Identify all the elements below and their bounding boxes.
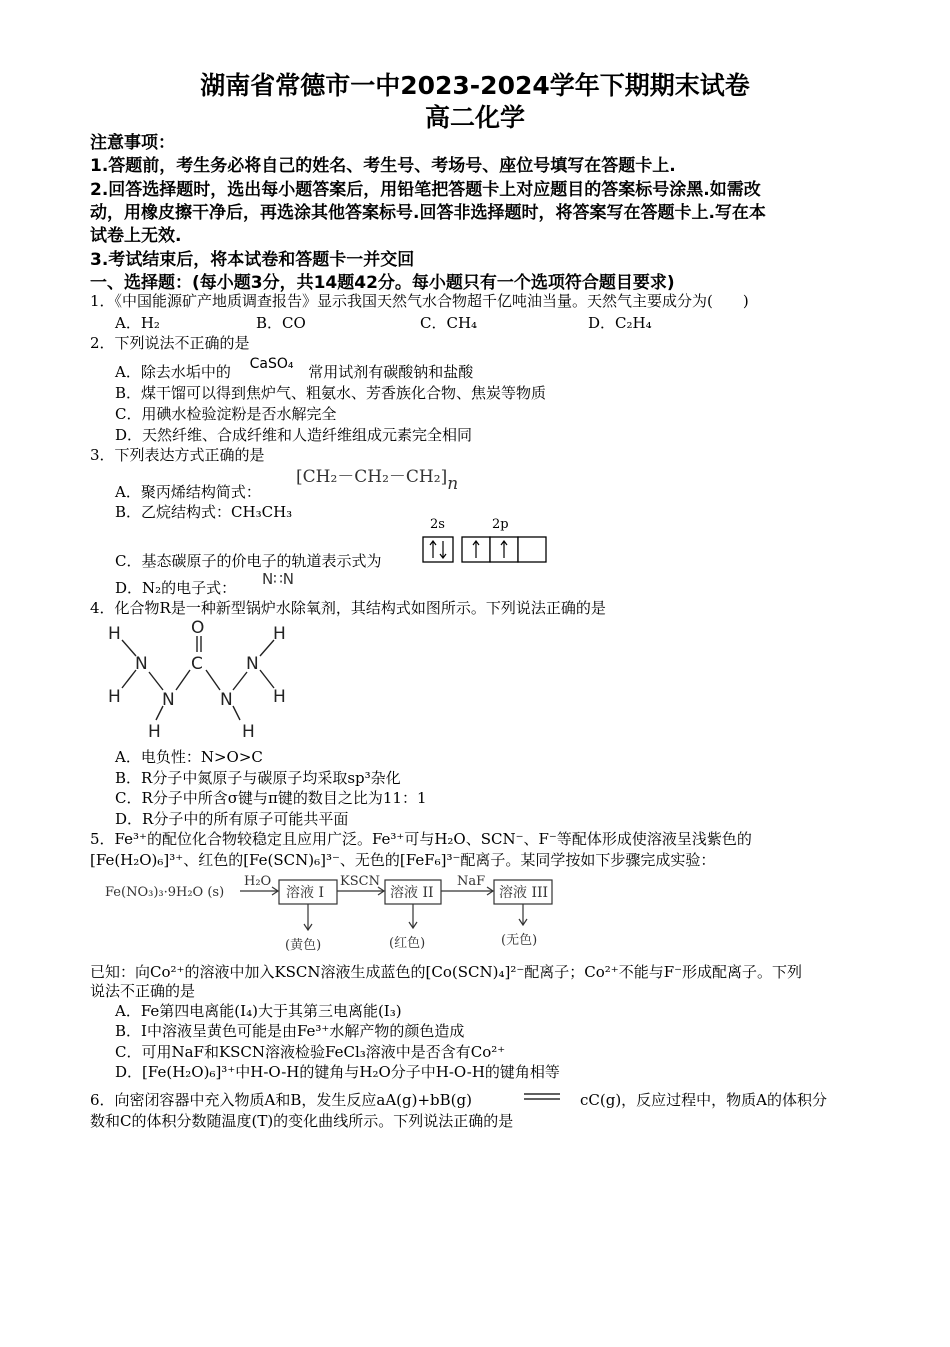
- q1-option-b: B．CO: [256, 314, 306, 332]
- flow-box-1-label: 溶液 I: [286, 885, 324, 901]
- q1-option-c: C．CH₄: [420, 314, 478, 332]
- q1-option-d: D．C₂H₄: [588, 314, 652, 332]
- flow-color-yellow: (黄色): [285, 938, 322, 953]
- flow-color-red: (红色): [389, 936, 426, 951]
- q4-option-b: B．R分子中氮原子与碳原子均采取sp³杂化: [115, 769, 401, 787]
- notice-item-2-line-1: 2.回答选择题时，选出每小题答案后，用铅笔把答题卡上对应题目的答案标号涂黑.如需改: [90, 180, 761, 200]
- q5-option-d: D．[Fe(H₂O)₆]³⁺中H-O-H的键角与H₂O分子中H-O-H的键角相等: [115, 1063, 560, 1081]
- atom-o: O: [191, 618, 205, 638]
- flow-reagent-h2o: H₂O: [244, 874, 272, 889]
- flow-reagent-naf: NaF: [457, 874, 486, 889]
- q6-line-1-suffix: cC(g)，反应过程中，物质A的体积分: [580, 1091, 828, 1109]
- atom-h-4: H: [273, 687, 286, 707]
- atom-n-right-top: N: [246, 654, 259, 674]
- notice-item-2-line-3: 试卷上无效.: [90, 226, 182, 246]
- q5-option-b: B．Ⅰ中溶液呈黄色可能是由Fe³⁺水解产物的颜色造成: [115, 1022, 465, 1040]
- q2-option-a: [115, 356, 474, 382]
- flow-box-3-label: 溶液 III: [499, 885, 549, 901]
- q3-option-b: B．乙烷结构式：CH₃CH₃: [115, 503, 293, 521]
- q4-option-a: A．电负性：N>O>C: [115, 748, 263, 766]
- orbital-diagram: [422, 536, 548, 564]
- q3-option-d: D．N₂的电子式：: [115, 579, 237, 597]
- flow-color-colorless: (无色): [501, 933, 538, 948]
- page-title: 湖南省常德市一中2023-2024学年下期期末试卷: [200, 71, 750, 100]
- atom-h-3: H: [273, 624, 286, 644]
- q2-formula-caso4: CaSO₄: [249, 356, 294, 372]
- atom-h-2: H: [108, 687, 121, 707]
- q3-option-c: C．基态碳原子的价电子的轨道表示式为: [115, 552, 382, 570]
- q3-stem: 3．下列表达方式正确的是: [90, 446, 265, 464]
- q2-option-c: C．用碘水检验淀粉是否水解完全: [115, 405, 337, 423]
- q6-line-1-prefix: 6．向密闭容器中充入物质A和B，发生反应aA(g)+bB(g): [90, 1091, 472, 1109]
- q3-polypropylene-formula: [CH₂－CH₂－CH₂]n: [296, 467, 459, 494]
- notice-item-2-line-2: 动，用橡皮擦干净后，再选涂其他答案标号.回答非选择题时，将答案写在答题卡上.写在本: [90, 203, 766, 223]
- q2-stem: 2．下列说法不正确的是: [90, 334, 250, 352]
- orbital-label-2p: 2p: [492, 517, 509, 532]
- equilibrium-arrow-icon: [522, 1090, 562, 1104]
- notice-item-3: 3.考试结束后，将本试卷和答题卡一并交回: [90, 250, 415, 270]
- q5-option-c: C．可用NaF和KSCN溶液检验FeCl₃溶液中是否含有Co²⁺: [115, 1043, 506, 1061]
- notice-heading: 注意事项：: [90, 133, 175, 153]
- q4-option-d: D．R分子中的所有原子可能共平面: [115, 810, 349, 828]
- atom-h-1: H: [108, 624, 121, 644]
- q1-stem: 1．《中国能源矿产地质调查报告》显示我国天然气水合物超千亿吨油当量。天然气主要成分为( ): [90, 292, 749, 310]
- q2-option-d: D．天然纤维、合成纤维和人造纤维组成元素完全相同: [115, 426, 473, 444]
- atom-c: C: [191, 654, 203, 674]
- notice-item-1: 1.答题前，考生务必将自己的姓名、考生号、考场号、座位号填写在答题卡上.: [90, 156, 676, 176]
- q4-stem: 4．化合物R是一种新型锅炉水除氧剂，其结构式如图所示。下列说法正确的是: [90, 599, 606, 617]
- q2-option-b: B．煤干馏可以得到焦炉气、粗氨水、芳香族化合物、焦炭等物质: [115, 384, 547, 402]
- atom-n-left-top: N: [135, 654, 148, 674]
- atom-h-6: H: [242, 722, 255, 742]
- q4-option-c: C．R分子中所含σ键与π键的数目之比为11：1: [115, 789, 427, 807]
- q2-option-a-prefix: A．除去水垢中的: [115, 363, 231, 381]
- q6-line-2: 数和C的体积分数随温度(T)的变化曲线所示。下列说法正确的是: [90, 1112, 514, 1130]
- q3-n2-electron-formula: N∷N: [262, 570, 294, 588]
- q5-known-line-2: 说法不正确的是: [90, 982, 196, 1000]
- experiment-flowchart: [100, 866, 570, 956]
- flow-box-2-label: 溶液 II: [390, 885, 434, 901]
- flow-reagent-kscn: KSCN: [340, 874, 380, 889]
- atom-n-left-bottom: N: [162, 690, 175, 710]
- molecule-r-structure: [100, 612, 300, 742]
- flow-start: Fe(NO₃)₃·9H₂O (s): [105, 885, 225, 900]
- q3-option-a: A．聚丙烯结构简式：: [115, 483, 261, 501]
- q1-option-a: A．H₂: [115, 314, 160, 332]
- atom-n-right-bottom: N: [220, 690, 233, 710]
- q5-known-line-1: 已知：向Co²⁺的溶液中加入KSCN溶液生成蓝色的[Co(SCN)₄]²⁻配离子；Co²⁺不能与F⁻形成配离子。下列: [90, 963, 803, 981]
- atom-h-5: H: [148, 722, 161, 742]
- orbital-label-2s: 2s: [430, 517, 445, 532]
- page-subtitle: 高二化学: [424, 103, 525, 132]
- q2-option-a-suffix: 常用试剂有碳酸钠和盐酸: [308, 363, 474, 381]
- section-heading: 一、选择题：(每小题3分，共14题42分。每小题只有一个选项符合题目要求): [90, 273, 675, 293]
- q5-line-2: [Fe(H₂O)₆]³⁺、红色的[Fe(SCN)₆]³⁻、无色的[FeF₆]³⁻配离子。某同学按如下步骤完成实验：: [90, 851, 716, 869]
- q5-line-1: 5．Fe³⁺的配位化合物较稳定且应用广泛。Fe³⁺可与H₂O、SCN⁻、F⁻等配体形成使溶液呈浅紫色的: [90, 830, 752, 848]
- q5-option-a: A．Fe第四电离能(I₄)大于其第三电离能(I₃): [115, 1002, 402, 1020]
